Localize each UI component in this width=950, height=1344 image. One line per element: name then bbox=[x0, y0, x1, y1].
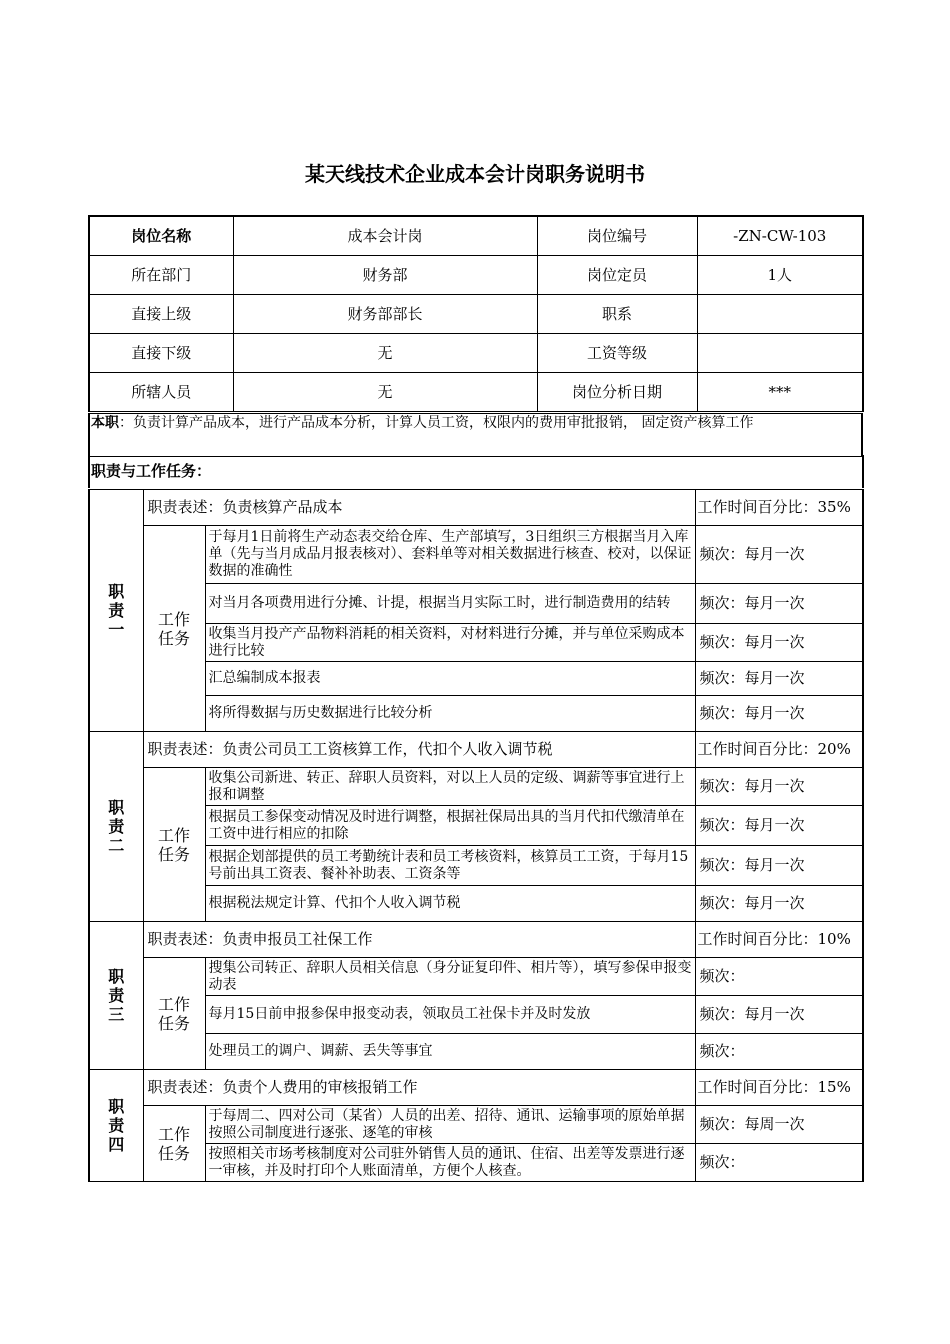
task-text: 对当月各项费用进行分摊、计提，根据当月实际工时，进行制造费用的结转 bbox=[205, 584, 695, 624]
task-text: 搜集公司转正、辞职人员相关信息（身分证复印件、相片等），填写参保申报变动表 bbox=[205, 958, 695, 996]
task-frequency: 频次：每月一次 bbox=[695, 584, 863, 624]
task-row bbox=[89, 958, 863, 996]
info-label: 工资等级 bbox=[537, 334, 697, 373]
task-frequency: 频次：每月一次 bbox=[695, 846, 863, 886]
info-label: 岗位名称 bbox=[89, 216, 233, 256]
job-summary bbox=[88, 413, 863, 457]
task-frequency: 频次：每月一次 bbox=[695, 526, 863, 584]
task-row bbox=[89, 846, 863, 886]
info-value: 财务部部长 bbox=[233, 295, 537, 334]
duty-time-percent: 工作时间百分比：10% bbox=[695, 922, 863, 958]
duty-desc: 职责表述：负责公司员工工资核算工作，代扣个人收入调节税 bbox=[143, 732, 695, 768]
task-row bbox=[89, 1106, 863, 1144]
task-row bbox=[89, 768, 863, 806]
task-frequency: 频次：每周一次 bbox=[695, 1106, 863, 1144]
summary-label: 本职 bbox=[91, 415, 119, 431]
info-value: 财务部 bbox=[233, 256, 537, 295]
summary-text: ：负责计算产品成本，进行产品成本分析，计算人员工资，权限内的费用审批报销， 固定资产核算工作 bbox=[119, 415, 754, 431]
task-text: 于每周二、四对公司（某省）人员的出差、招待、通讯、运输事项的原始单据按照公司制度进行逐张、逐笔的审核 bbox=[205, 1106, 695, 1144]
duty-name: 职 责 一 bbox=[89, 490, 143, 732]
task-frequency: 频次：每月一次 bbox=[695, 624, 863, 662]
info-row bbox=[89, 373, 863, 412]
info-label: 直接上级 bbox=[89, 295, 233, 334]
task-text: 处理员工的调户、调薪、丢失等事宜 bbox=[205, 1034, 695, 1070]
task-label: 工作 任务 bbox=[143, 958, 205, 1070]
info-value bbox=[697, 295, 863, 334]
task-row bbox=[89, 806, 863, 846]
duty-time-percent: 工作时间百分比：35% bbox=[695, 490, 863, 526]
document-title: 某天线技术企业成本会计岗职务说明书 bbox=[305, 162, 645, 186]
duty-name: 职 责 四 bbox=[89, 1070, 143, 1182]
duty-desc: 职责表述：负责个人费用的审核报销工作 bbox=[143, 1070, 695, 1106]
info-label: 所辖人员 bbox=[89, 373, 233, 412]
task-row bbox=[89, 526, 863, 584]
info-value: 成本会计岗 bbox=[233, 216, 537, 256]
duty-time-percent: 工作时间百分比：15% bbox=[695, 1070, 863, 1106]
task-frequency: 频次： bbox=[695, 1034, 863, 1070]
info-value: 无 bbox=[233, 373, 537, 412]
info-label: 直接下级 bbox=[89, 334, 233, 373]
task-row bbox=[89, 662, 863, 696]
task-frequency: 频次： bbox=[695, 1144, 863, 1182]
duty-name: 职 责 三 bbox=[89, 922, 143, 1070]
task-label: 工作 任务 bbox=[143, 1106, 205, 1182]
duties-heading: 职责与工作任务： bbox=[88, 455, 864, 488]
task-text: 根据税法规定计算、代扣个人收入调节税 bbox=[205, 886, 695, 922]
task-text: 每月15日前申报参保申报变动表，领取员工社保卡并及时发放 bbox=[205, 996, 695, 1034]
info-row bbox=[89, 295, 863, 334]
task-frequency: 频次：每月一次 bbox=[695, 696, 863, 732]
task-row bbox=[89, 1144, 863, 1182]
duty-time-percent: 工作时间百分比：20% bbox=[695, 732, 863, 768]
info-label: 岗位分析日期 bbox=[537, 373, 697, 412]
duty-desc: 职责表述：负责申报员工社保工作 bbox=[143, 922, 695, 958]
task-row bbox=[89, 624, 863, 662]
task-text: 收集当月投产产品物料消耗的相关资料，对材料进行分摊，并与单位采购成本进行比较 bbox=[205, 624, 695, 662]
task-text: 收集公司新进、转正、辞职人员资料，对以上人员的定级、调薪等事宜进行上报和调整 bbox=[205, 768, 695, 806]
info-label: 岗位编号 bbox=[537, 216, 697, 256]
task-text: 根据企划部提供的员工考勤统计表和员工考核资料，核算员工工资，于每月15号前出具工资表、餐补补助表、工资条等 bbox=[205, 846, 695, 886]
info-value: 1人 bbox=[697, 256, 863, 295]
duty-description-row bbox=[89, 732, 863, 768]
task-text: 于每月1日前将生产动态表交给仓库、生产部填写，3日组织三方根据当月入库单（先与当月成品月报表核对）、套料单等对相关数据进行核查、校对，以保证数据的准确性 bbox=[205, 526, 695, 584]
info-row bbox=[89, 334, 863, 373]
task-row bbox=[89, 584, 863, 624]
info-row bbox=[89, 256, 863, 295]
task-text: 将所得数据与历史数据进行比较分析 bbox=[205, 696, 695, 732]
task-frequency: 频次：每月一次 bbox=[695, 886, 863, 922]
task-label: 工作 任务 bbox=[143, 526, 205, 732]
task-row bbox=[89, 996, 863, 1034]
task-label: 工作 任务 bbox=[143, 768, 205, 922]
task-frequency: 频次：每月一次 bbox=[695, 662, 863, 696]
position-info-table bbox=[88, 215, 864, 412]
info-value: 无 bbox=[233, 334, 537, 373]
task-text: 根据员工参保变动情况及时进行调整，根据社保局出具的当月代扣代缴清单在工资中进行相应的扣除 bbox=[205, 806, 695, 846]
task-frequency: 频次：每月一次 bbox=[695, 806, 863, 846]
info-value bbox=[697, 334, 863, 373]
task-frequency: 频次： bbox=[695, 958, 863, 996]
info-value: -ZN-CW-103 bbox=[697, 216, 863, 256]
task-frequency: 频次：每月一次 bbox=[695, 996, 863, 1034]
duty-description-row bbox=[89, 1070, 863, 1106]
info-label: 所在部门 bbox=[89, 256, 233, 295]
task-text: 汇总编制成本报表 bbox=[205, 662, 695, 696]
task-row bbox=[89, 696, 863, 732]
duties-table bbox=[88, 489, 864, 1182]
duty-name: 职 责 二 bbox=[89, 732, 143, 922]
duty-desc: 职责表述：负责核算产品成本 bbox=[143, 490, 695, 526]
task-frequency: 频次：每月一次 bbox=[695, 768, 863, 806]
task-row bbox=[89, 1034, 863, 1070]
info-label: 职系 bbox=[537, 295, 697, 334]
duty-description-row bbox=[89, 490, 863, 526]
info-value: *** bbox=[697, 373, 863, 412]
task-row bbox=[89, 886, 863, 922]
info-row bbox=[89, 216, 863, 256]
info-label: 岗位定员 bbox=[537, 256, 697, 295]
duty-description-row bbox=[89, 922, 863, 958]
task-text: 按照相关市场考核制度对公司驻外销售人员的通讯、住宿、出差等发票进行逐一审核，并及时打印个人账面清单，方便个人核查。 bbox=[205, 1144, 695, 1182]
